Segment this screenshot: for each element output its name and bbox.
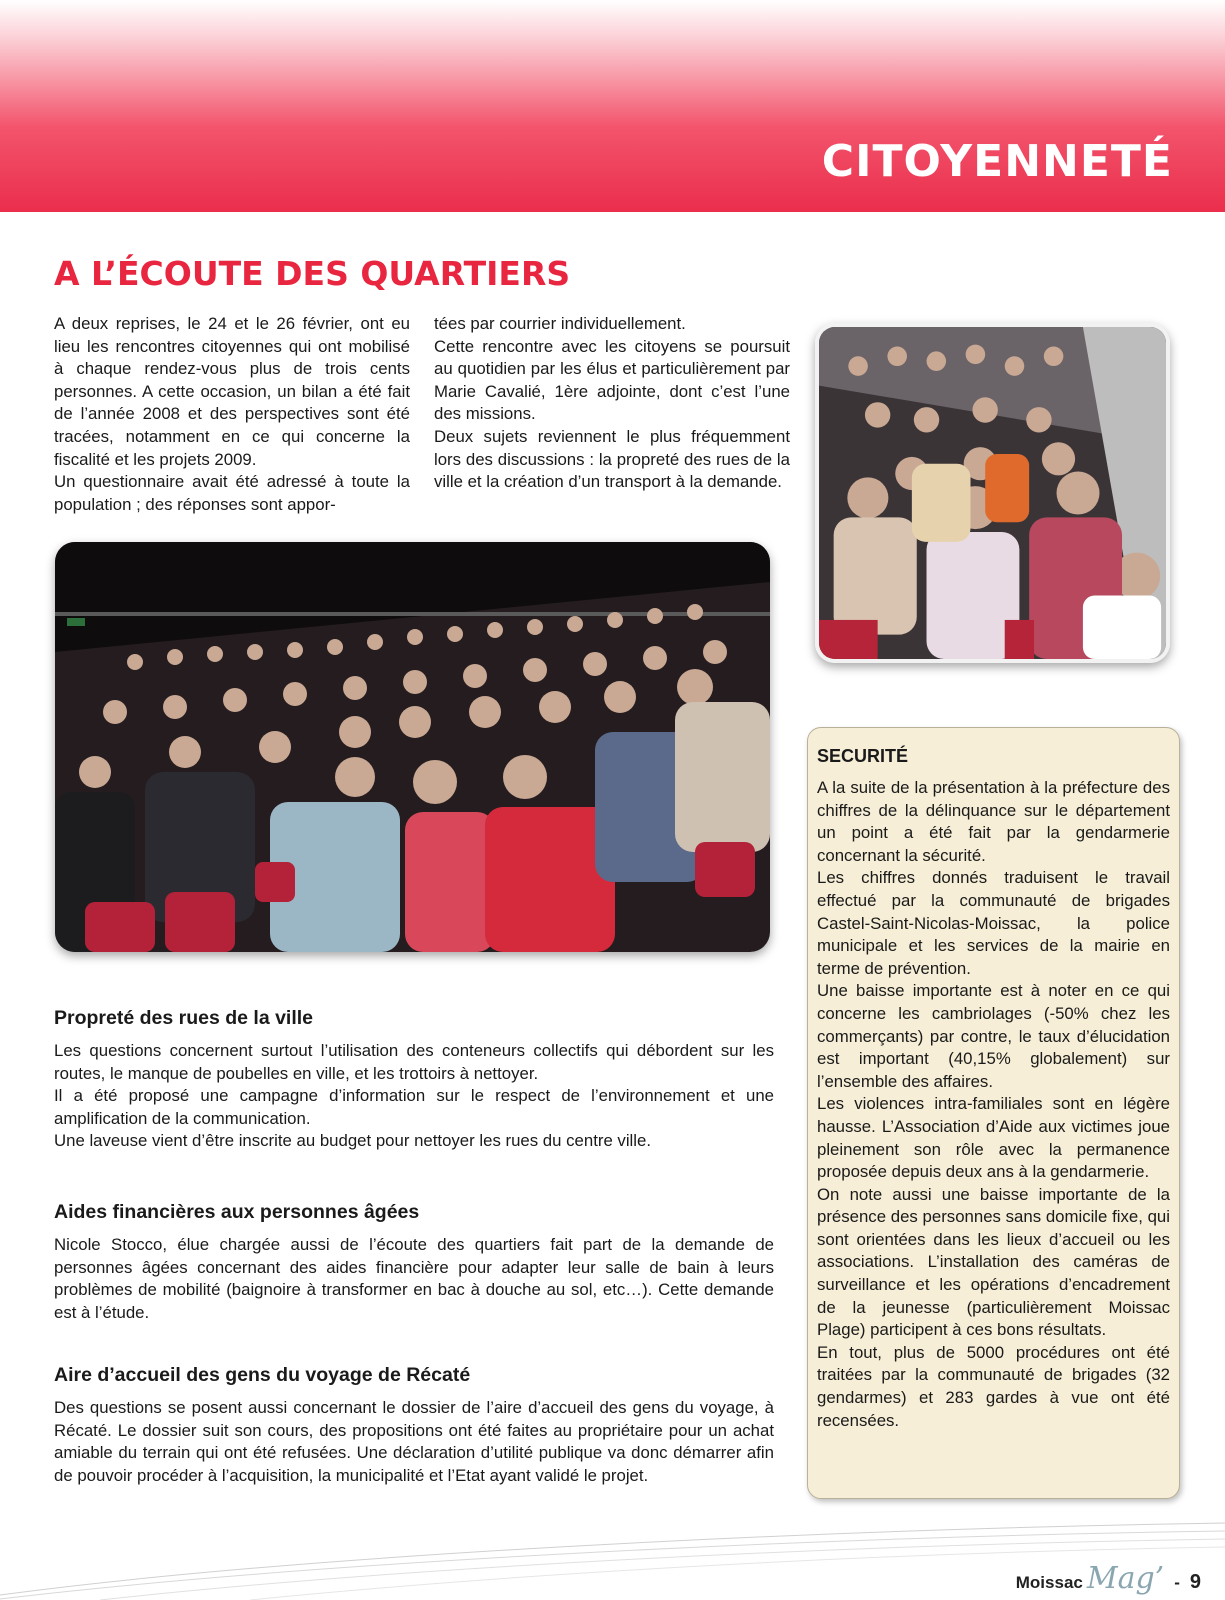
intro-paragraph: Cette rencontre avec les citoyens se poursuit au quotidien par les élus et particulièrement par Marie Cavalié, 1ère adjointe, dont c’est l’une des missions. [434, 336, 790, 424]
footer-dash: - [1174, 1573, 1180, 1592]
intro-column-2 [434, 313, 790, 494]
audience-photo-small-image [819, 327, 1166, 659]
section-paragraph: Il a été proposé une campagne d’information sur le respect de l’environnement et une amplification de la communication. [54, 1086, 774, 1128]
footer-brand-name: Moissac [1015, 1573, 1083, 1592]
security-paragraph: Une baisse importante est à noter en ce qui concerne les cambriolages (-50% chez les commerçants) par contre, le taux d’élucidation est important (40,15% globalement) sur l’ensemble des affaires. [817, 981, 1170, 1091]
security-heading: SECURITÉ [817, 746, 909, 766]
audience-photo-large-image [55, 542, 770, 952]
intro-column-1 [54, 313, 410, 516]
section-proprete [54, 1007, 774, 1153]
intro-paragraph: tées par courrier individuellement. [434, 314, 686, 333]
security-paragraph: En tout, plus de 5000 procédures ont été traitées par la communauté de brigades (32 gendarmes) et 283 gardes à vue ont été recensées. [817, 1342, 1170, 1430]
section-paragraph: Nicole Stocco, élue chargée aussi de l’écoute des quartiers fait part de la demande de personnes âgées concernant des aides financière pour adapter leur salle de bain à leurs problèmes de mobilité (baignoire à transformer en bac à douche au sol, etc…). Cette demande est à l’étude. [54, 1235, 774, 1322]
intro-paragraph: Un questionnaire avait été adressé à toute la population ; des réponses sont appor- [54, 472, 410, 514]
section-title: CITOYENNETÉ [821, 136, 1173, 187]
section-aides [54, 1201, 774, 1324]
section-aire-accueil [54, 1364, 774, 1487]
section-paragraph: Les questions concernent surtout l’utilisation des conteneurs collectifs qui débordent sur les routes, le manque de poubelles en ville, et les trottoirs à nettoyer. [54, 1041, 774, 1083]
security-paragraph: Les violences intra-familiales sont en légère hausse. L’Association d’Aide aux victimes joue pleinement son rôle avec la permanence proposée depuis deux ans à la gendarmerie. [817, 1094, 1170, 1182]
intro-paragraph: A deux reprises, le 24 et le 26 février, ont eu lieu les rencontres citoyennes qui ont mobilisé à chaque rendez-vous plus de trois cents personnes. A cette occasion, un bilan a été fait de l’année 2008 et des perspectives sont été tracées, notamment en ce qui concerne la fiscalité et les projets 2009. [54, 314, 410, 469]
footer-brand-mag: Mag’ [1086, 1561, 1165, 1596]
footer-brand [1016, 1561, 1201, 1596]
section-paragraph: Des questions se posent aussi concernant le dossier de l’aire d’accueil des gens du voyage, à Récaté. Le dossier suit son cours, des propositions ont été faites au propriétaire pour un achat amiable du terrain qui ont été refusées. Une déclaration d’utilité publique va donc démarrer afin de pouvoir procéder à l’acquisition, la municipalité et l’Etat ayant validé le projet. [54, 1398, 774, 1485]
article-title: A L’ÉCOUTE DES QUARTIERS [54, 254, 571, 293]
audience-photo-small [815, 323, 1170, 663]
security-paragraph: Les chiffres donnés traduisent le travail effectué par la communauté de brigades Castel-Saint-Nicolas-Moissac, la police municipale et les services de la mairie en terme de prévention. [817, 868, 1170, 978]
audience-photo-large [55, 542, 770, 952]
section-heading: Propreté des rues de la ville [54, 1007, 314, 1029]
section-heading: Aides financières aux personnes âgées [54, 1201, 420, 1223]
section-paragraph: Une laveuse vient d’être inscrite au budget pour nettoyer les rues du centre ville. [54, 1131, 652, 1151]
page-number: 9 [1189, 1571, 1201, 1593]
security-paragraph: On note aussi une baisse importante de la présence des personnes sans domicile fixe, qui sont orientées dans les lieux d’accueil ou les associations. L’installation des caméras de surveillance et les opérations d’encadrement de la jeunesse (particulièrement Moissac Plage) participent à ces bons résultats. [817, 1184, 1170, 1340]
intro-paragraph: Deux sujets reviennent le plus fréquemment lors des discussions : la propreté des rues de la ville et la création d’un transport à la demande. [434, 426, 790, 492]
security-paragraph: A la suite de la présentation à la préfecture des chiffres de la délinquance sur le département un point a été fait par la gendarmerie concernant la sécurité. [817, 778, 1170, 865]
security-sidebar [807, 727, 1180, 1499]
section-heading: Aire d’accueil des gens du voyage de Récaté [54, 1364, 471, 1386]
